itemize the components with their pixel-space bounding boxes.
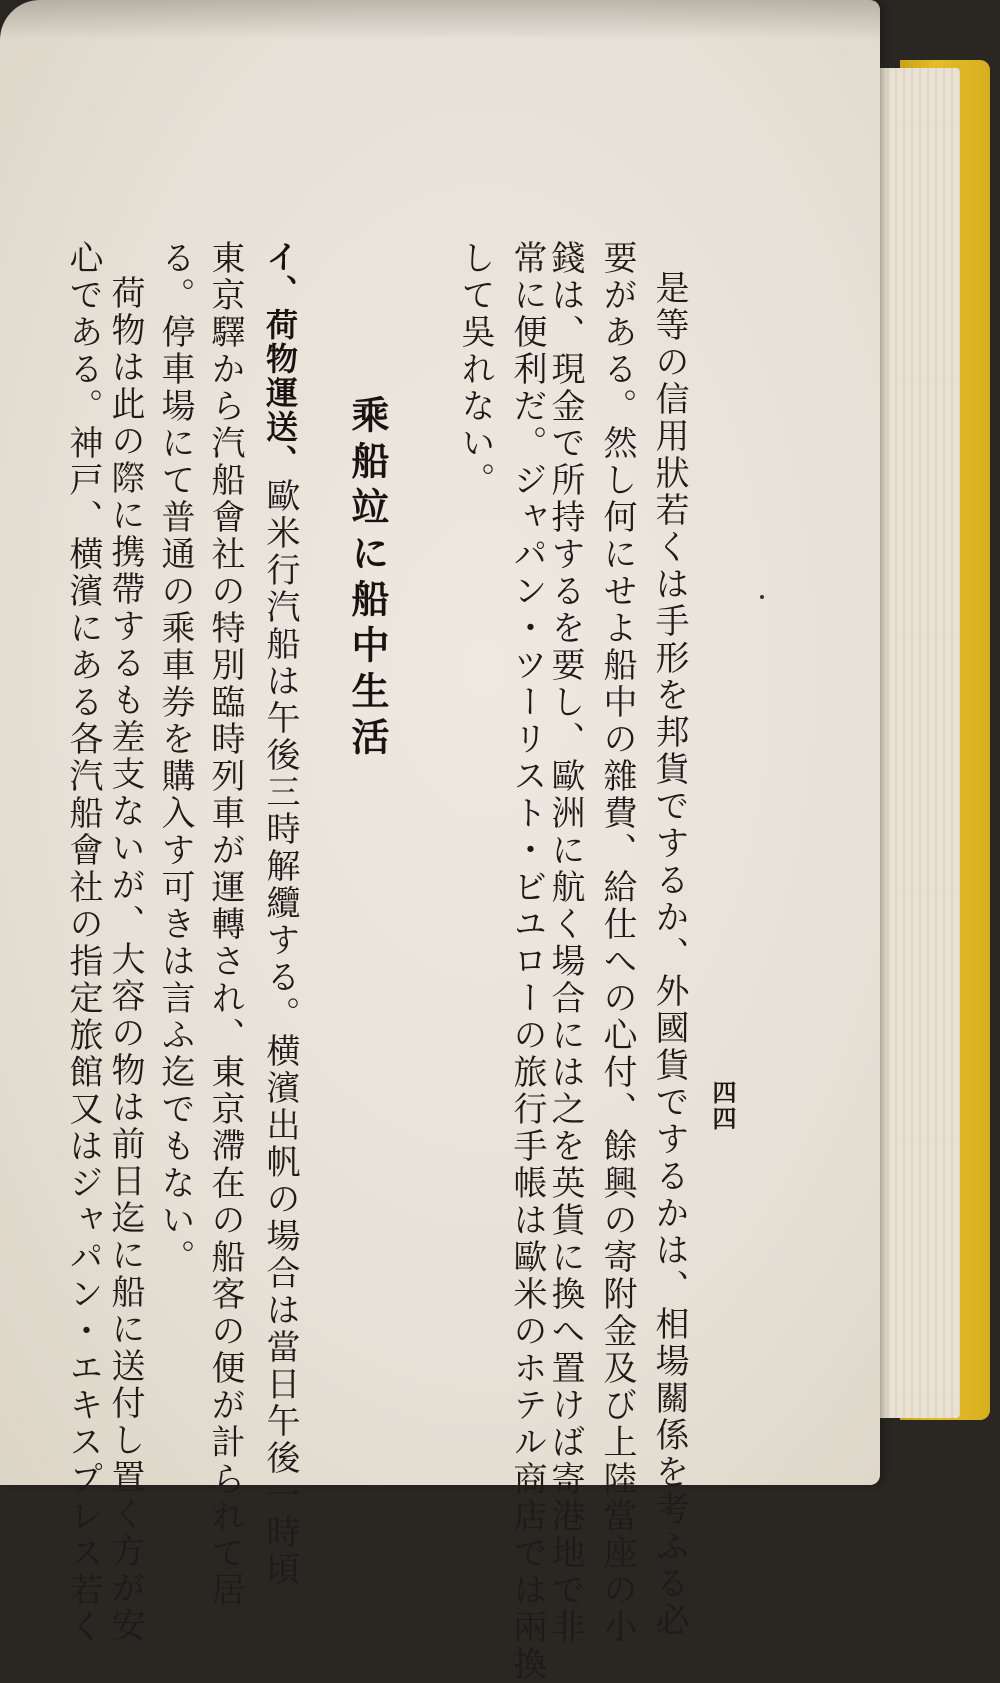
- upper-text-line-3: 錢は、現金で所持するを要し、歐洲に航く場合には之を英貨に換へ置けば寄港地で非: [545, 240, 585, 1646]
- upper-text-line-4: 常に便利だ。ジャパン・ツーリスト・ビユローの旅行手帳は歐米のホテル商店では兩換: [507, 240, 547, 1683]
- page-shadow: [0, 0, 880, 40]
- section-text-line-4: 荷物は此の際に携帶するも差支ないが、大容の物は前日迄に船に送付し置く方が安: [105, 275, 145, 1644]
- section-first-line-text: 歐米行汽船は午後三時解纜する。横濱出帆の場合は當日午後一時頃: [260, 478, 300, 1588]
- section-text-line-3: る。停車場にて普通の乘車券を購入す可きは言ふ迄でもない。: [155, 240, 195, 1276]
- ink-speck: [760, 595, 764, 599]
- page-number: 四四: [708, 1080, 737, 1132]
- upper-text-line-1: 是等の信用狀若くは手形を邦貨でするか、外國貨でするかは、相場關係を考ふる必: [649, 270, 689, 1639]
- section-heading: 乘船竝に船中生活: [345, 395, 389, 763]
- section-first-line: [255, 240, 305, 1588]
- section-label: イ、荷物運送、: [261, 240, 299, 478]
- upper-text-line-5: して吳れない。: [455, 240, 495, 499]
- section-text-line-5: 心である。神戸、横濱にある各汽船會社の指定旅館又はジャパン・エキスプレス若く: [63, 240, 103, 1646]
- upper-text-line-2: 要がある。然し何にせよ船中の雜費、給仕への心付、餘興の寄附金及び上陸當座の小: [597, 240, 637, 1646]
- section-text-line-2: 東京驛から汽船會社の特別臨時列車が運轉され、東京滯在の船客の便が計られて居: [205, 240, 245, 1609]
